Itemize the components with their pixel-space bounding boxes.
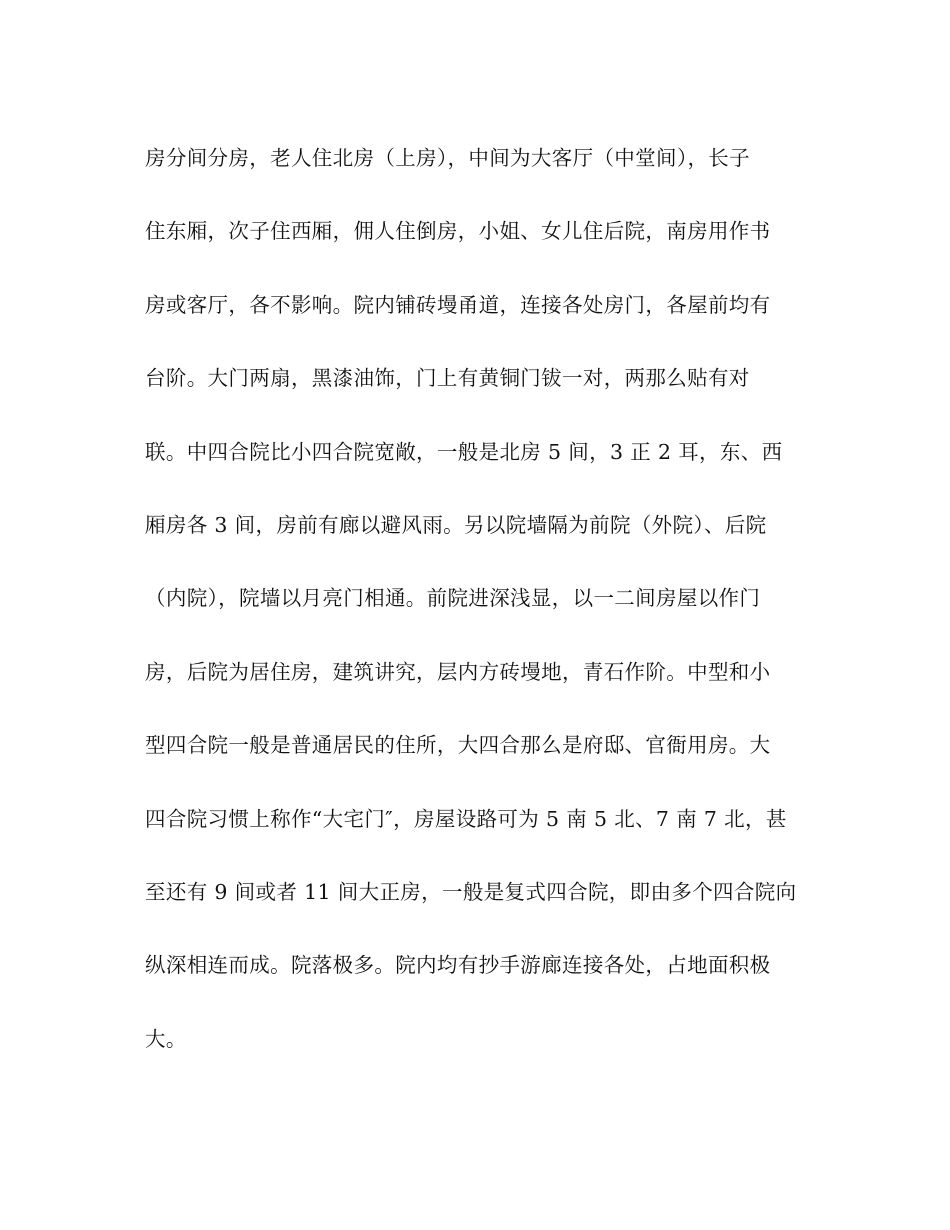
text-line-2: 住东厢，次子住西厢，佣人住倒房，小姐、女儿住后院，南房用作书 — [145, 219, 771, 244]
text-line-7: （内院），院墙以月亮门相通。前院进深浅显，以一二间房屋以作门 — [145, 586, 761, 611]
text-line-10: 四合院习惯上称作“大宅门″，房屋设路可为 5 南 5 北、7 南 7 北，甚 — [145, 806, 787, 831]
text-line-4: 台阶。大门两扇，黑漆油饰，门上有黄铜门钹一对，两那么贴有对 — [145, 366, 750, 391]
text-line-9: 型四合院一般是普通居民的住所，大四合那么是府邸、官衙用房。大 — [145, 733, 771, 758]
text-line-11: 至还有 9 间或者 11 间大正房，一般是复式四合院，即由多个四合院向 — [145, 879, 797, 904]
text-line-13: 大。 — [145, 1026, 187, 1051]
text-line-8: 房，后院为居住房，建筑讲究，层内方砖墁地，青石作阶。中型和小 — [145, 659, 771, 684]
text-line-6: 厢房各 3 间，房前有廊以避风雨。另以院墙隔为前院（外院）、后院 — [145, 512, 767, 537]
body-paragraph — [145, 137, 825, 1091]
text-line-1: 房分间分房，老人住北房（上房），中间为大客厅（中堂间），长子 — [145, 146, 750, 170]
text-line-3: 房或客厅，各不影响。院内铺砖墁甬道，连接各处房门，各屋前均有 — [145, 292, 771, 317]
text-line-5: 联。中四合院比小四合院宽敞，一般是北房 5 间，3 正 2 耳，东、西 — [145, 439, 783, 464]
text-line-12: 纵深相连而成。院落极多。院内均有抄手游廊连接各处，占地面积极 — [145, 953, 771, 978]
